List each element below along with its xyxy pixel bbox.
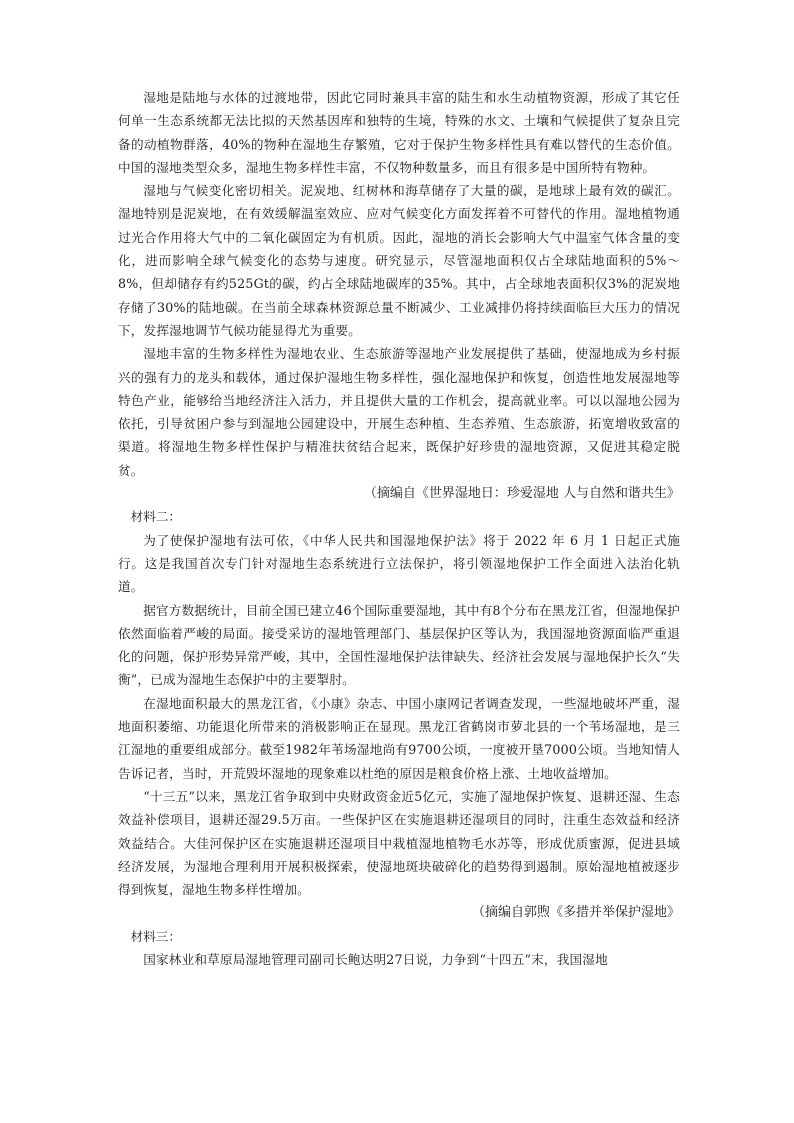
paragraph: “十三五”以来，黑龙江省争取到中央财政资金近5亿元，实施了湿地保护恢复、退耕还湿、生态效益补偿项目，退耕还湿29.5万亩。一些保护区在实施退耕还湿项目的同时，注重生态效益和经济效益结合。大佳河保护区在实施退耕还湿项目中栽植湿地植物毛水苏等，形成优质蜜源，促进县域经济发展，为湿地合理利用开展积极探索，使湿地斑块破碎化的趋势得到遏制。原始湿地植被逐步得到恢复，湿地生物多样性增加。 [118,788,680,898]
paragraph: 湿地与气候变化密切相关。泥炭地、红树林和海草储存了大量的碳，是地球上最有效的碳汇。湿地特别是泥炭地，在有效缓解温室效应、应对气候变化方面发挥着不可替代的作用。湿地植物通过光合作用将大气中的二氧化碳固定为有机质。因此，湿地的消长会影响大气中温室气体含量的变化，进而影响全球气候变化的态势与速度。研究显示，尽管湿地面积仅占全球陆地面积的5%～8%，但却储存有约525Gt的碳，约占全球陆地碳库的35%。其中，占全球地表面积仅3%的泥炭地存储了30%的陆地碳。在当前全球森林资源总量不断减少、工业减排仍将持续面临巨大压力的情况下，发挥湿地调节气候功能显得尤为重要。 [118,183,680,338]
source-citation: （摘编自郭煦《多措并举保护湿地》 [471,905,680,921]
material-label: 材料二： [130,509,181,525]
material-label: 材料三： [130,928,181,944]
paragraph: 湿地丰富的生物多样性为湿地农业、生态旅游等湿地产业发展提供了基础，使湿地成为乡村振兴的强有力的龙头和载体，通过保护湿地生物多样性，强化湿地保护和恢复，创造性地发展湿地等特色产业，能够给当地经济注入活力，并且提供大量的工作机会，提高就业率。可以以湿地公园为依托，引导贫困户参与到湿地公园建设中，开展生态种植、生态养殖、生态旅游，拓宽增收致富的渠道。将湿地生物多样性保护与精准扶贫结合起来，既保护好珍贵的湿地资源，又促进其稳定脱贫。 [118,346,680,478]
document-page [118,86,680,971]
paragraph: 国家林业和草原局湿地管理司副司长鲍达明27日说，力争到“十四五”末，我国湿地 [143,951,608,967]
source-citation: （摘编自《世界湿地日：珍爱湿地 人与自然和谐共生》 [363,486,680,502]
paragraph: 在湿地面积最大的黑龙江省，《小康》杂志、中国小康网记者调查发现，一些湿地破坏严重，湿地面积萎缩、功能退化所带来的消极影响正在显现。黑龙江省鹤岗市萝北县的一个苇场湿地，是三江湿地的重要组成部分。截至1982年苇场湿地尚有9700公顷，一度被开垦7000公顷。当地知情人告诉记者，当时，开荒毁坏湿地的现象难以杜绝的原因是粮食价格上涨、土地收益增加。 [118,695,680,781]
paragraph: 为了使保护湿地有法可依，《中华人民共和国湿地保护法》将于 2022 年 6 月 1 日起正式施行。这是我国首次专门针对湿地生态系统进行立法保护，将引领湿地保护工作全面进入法治化轨道。 [118,532,680,595]
paragraph: 据官方数据统计，目前全国已建立46个国际重要湿地，其中有8个分布在黑龙江省，但湿地保护依然面临着严峻的局面。接受采访的湿地管理部门、基层保护区等认为，我国湿地资源面临严重退化的问题，保护形势异常严峻，其中，全国性湿地保护法律缺失、经济社会发展与湿地保护长久“失衡”，已成为湿地生态保护中的主要掣肘。 [118,602,680,688]
paragraph: 湿地是陆地与水体的过渡地带，因此它同时兼具丰富的陆生和水生动植物资源，形成了其它任何单一生态系统都无法比拟的天然基因库和独特的生境，特殊的水文、土壤和气候提供了复杂且完备的动植物群落，40%的物种在湿地生存繁殖，它对于保护生物多样性具有难以替代的生态价值。中国的湿地类型众多，湿地生物多样性丰富，不仅物种数量多，而且有很多是中国所特有物种。 [118,90,680,175]
